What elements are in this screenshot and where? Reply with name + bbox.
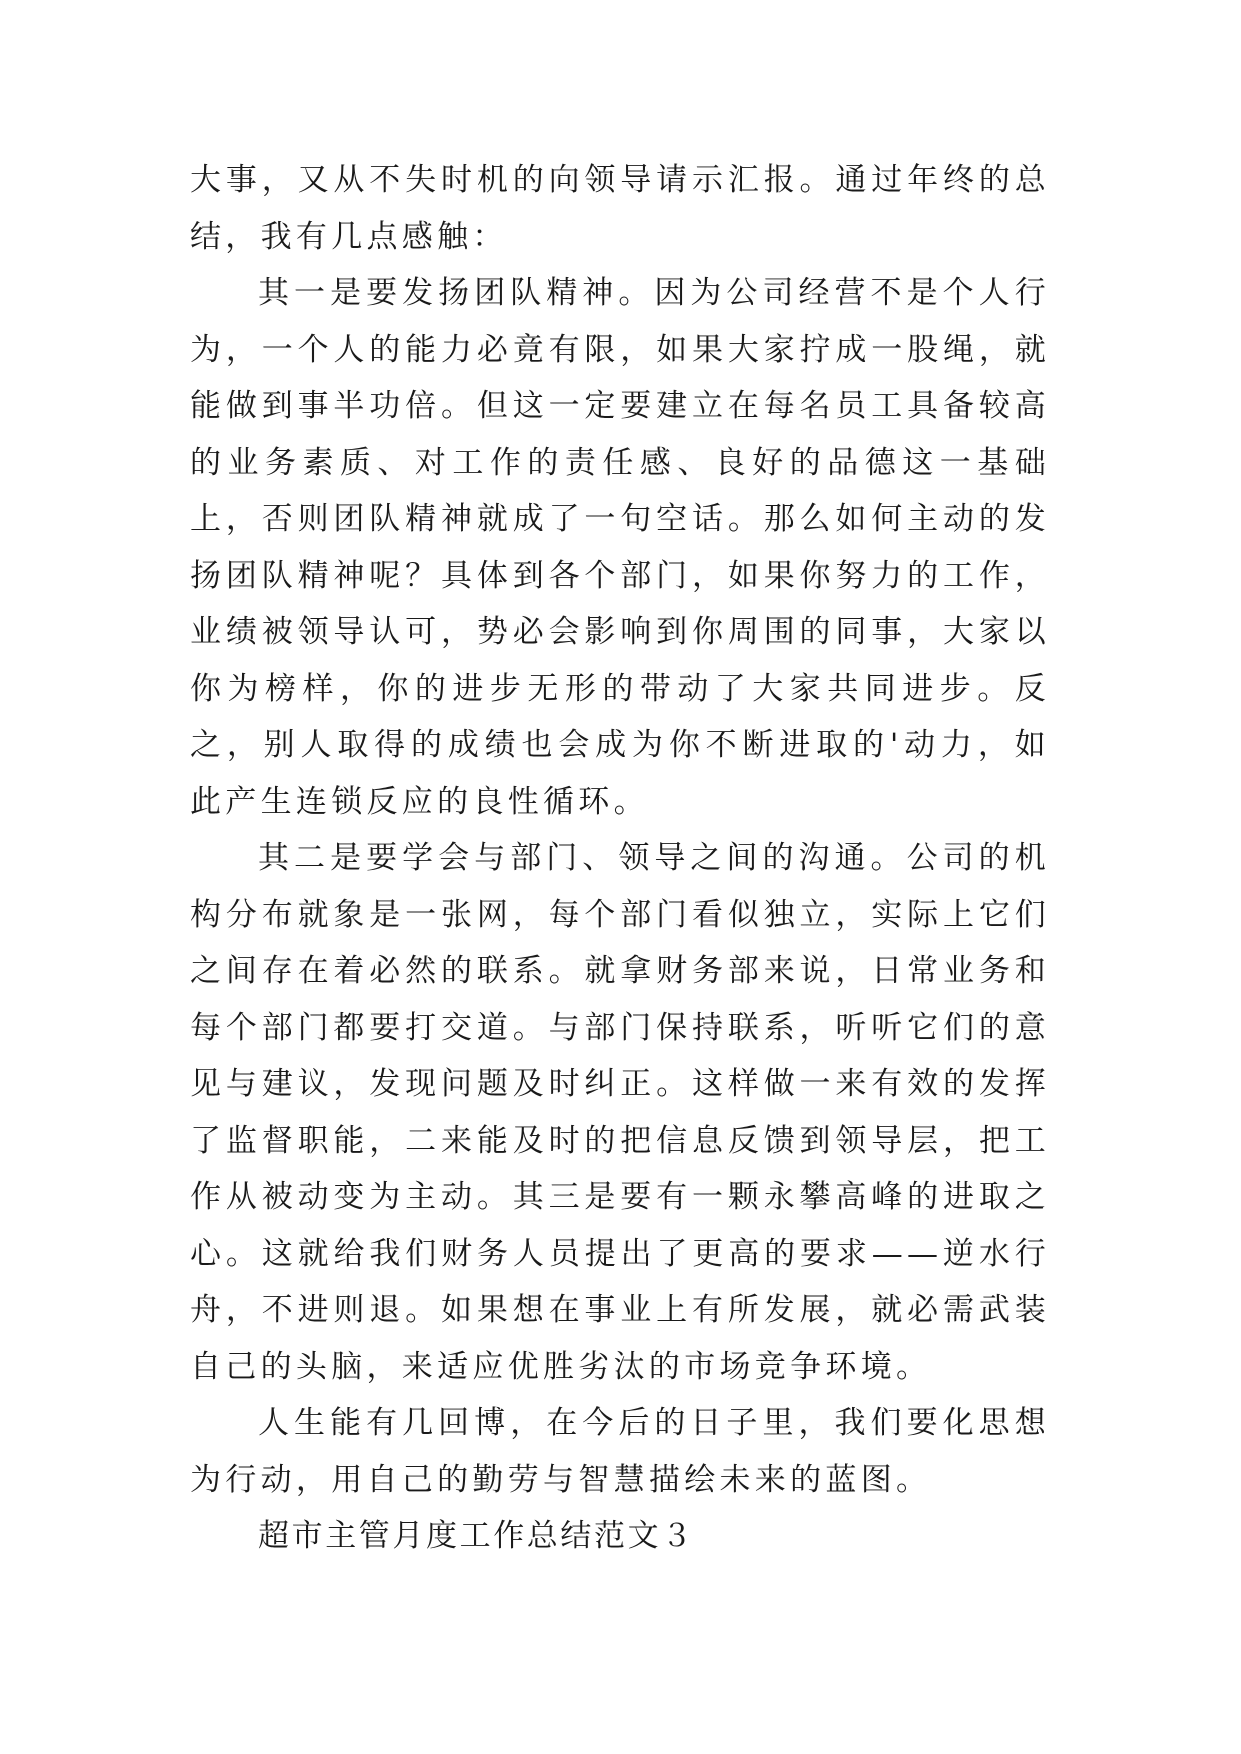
section-heading: 超市主管月度工作总结范文３ [258, 1518, 695, 1554]
paragraph-communication: 其二是要学会与部门、领导之间的沟通。公司的机构分布就象是一张网，每个部门看似独立，实际上它们之间存在着必然的联系。就拿财务部来说，日常业务和每个部门都要打交道。与部门保持联系，听听它们的意见与建议，发现问题及时纠正。这样做一来有效的发挥了监督职能，二来能及时的把信息反馈到领导层，把工作从被动变为主动。其三是要有一颗永攀高峰的进取之心。这就给我们财务人员提出了更高的要求——逆水行舟，不进则退。如果想在事业上有所发展，就必需武装自己的头脑，来适应优胜劣汰的市场竞争环境。 [190, 840, 1050, 1385]
document-body [190, 152, 1050, 1565]
paragraph-conclusion: 人生能有几回博，在今后的日子里，我们要化思想为行动，用自己的勤劳与智慧描绘未来的蓝图。 [190, 1405, 1050, 1498]
paragraph-team-spirit: 其一是要发扬团队精神。因为公司经营不是个人行为，一个人的能力必竟有限，如果大家拧成一股绳，就能做到事半功倍。但这一定要建立在每名员工具备较高的业务素质、对工作的责任感、良好的品德这一基础上，否则团队精神就成了一句空话。那么如何主动的发扬团队精神呢？具体到各个部门，如果你努力的工作，业绩被领导认可，势必会影响到你周围的同事，大家以你为榜样，你的进步无形的带动了大家共同进步。反之，别人取得的成绩也会成为你不断进取的'动力，如此产生连锁反应的良性循环。 [190, 275, 1050, 820]
paragraph-continuation: 大事，又从不失时机的向领导请示汇报。通过年终的总结，我有几点感触： [190, 162, 1050, 255]
